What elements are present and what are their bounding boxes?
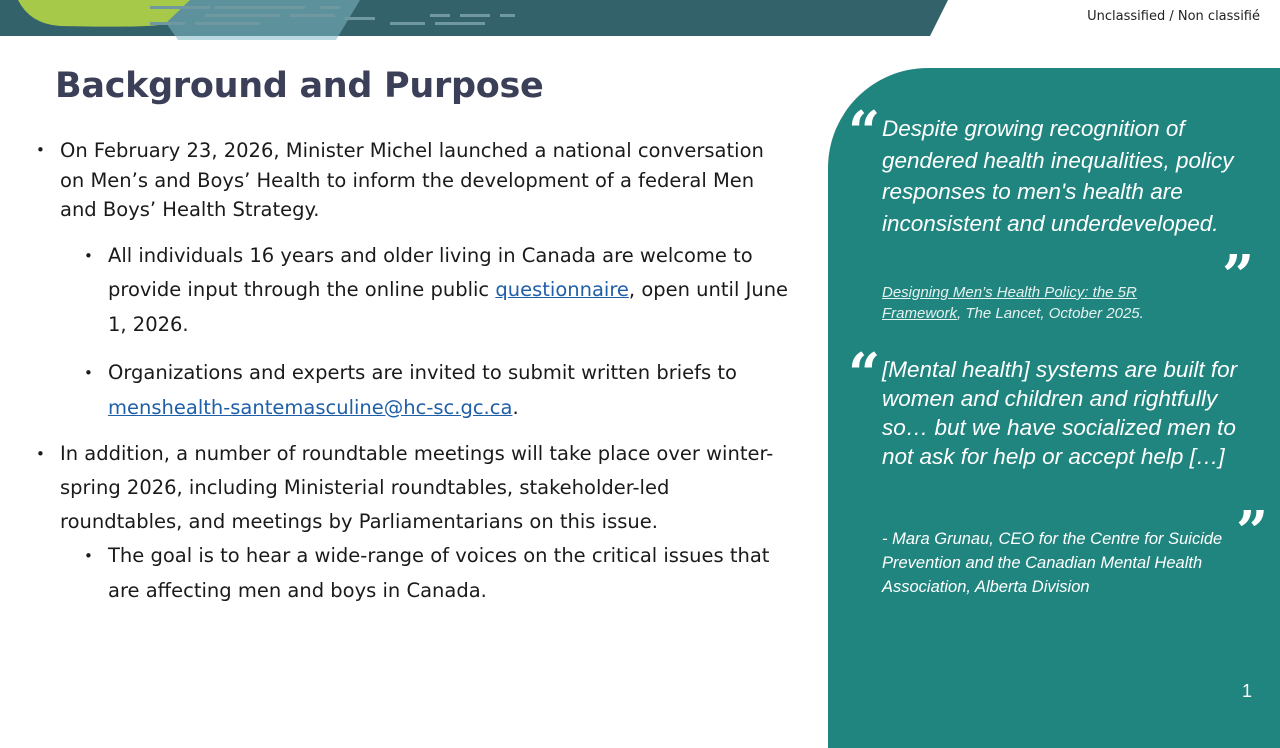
subbullet-briefs-text-end: .: [512, 395, 519, 419]
bullet-dot-icon: •: [84, 246, 93, 265]
bullet-dot-icon: •: [36, 445, 45, 463]
main-content: [30, 136, 790, 608]
bullet-dot-icon: •: [84, 364, 93, 382]
close-quote-icon: ”: [1236, 499, 1269, 565]
bullet-roundtables: [30, 437, 790, 539]
subbullet-goal: [30, 539, 790, 608]
quote1-source-rest: , The Lancet, October 2025.: [957, 305, 1144, 322]
subbullet-questionnaire-text-end: , open until June 1, 2026.: [108, 278, 789, 336]
bullet-launch: [30, 136, 790, 225]
quote1-text: Despite growing recognition of gendered health inequalities, policy responses to men's health are inconsistent and underdeveloped.: [882, 116, 1234, 236]
subbullet-questionnaire-text-start: All individuals 16 years and older living in Canada are welcome to provide input through the online public: [108, 243, 753, 301]
slide-title: Background and Purpose: [55, 66, 544, 106]
bullet-dot-icon: •: [84, 547, 93, 565]
quote2-text: [Mental health] systems are built for women and children and rightfully so… but we have socialized men to not ask for help or accept help […]: [882, 357, 1238, 469]
quote2-attribution: - Mara Grunau, CEO for the Centre for Suicide Prevention and the Canadian Mental Health Association, Alberta Division: [882, 530, 1223, 596]
open-quote-icon: “: [848, 99, 881, 165]
bullet-roundtables-text: In addition, a number of roundtable meetings will take place over winter-spring 2026, including Ministerial roundtables, stakeholder-led roundtables, and meetings by Parliamentarians on this issue.: [60, 442, 774, 533]
subbullet-questionnaire: [30, 239, 790, 343]
email-link[interactable]: menshealth-santemasculine@hc-sc.gc.ca: [108, 395, 513, 419]
open-quote-icon: “: [848, 341, 881, 407]
page-number: 1: [1241, 681, 1252, 701]
close-quote-icon: ”: [1222, 243, 1255, 309]
bullet-dot-icon: •: [36, 141, 45, 159]
subbullet-briefs-text-start: Organizations and experts are invited to submit written briefs to: [108, 361, 737, 384]
subbullet-briefs: [30, 356, 790, 425]
questionnaire-link[interactable]: questionnaire: [495, 278, 629, 301]
lancet-article-link[interactable]: Designing Men’s Health Policy: the 5R Framework: [882, 284, 1137, 322]
subbullet-goal-text: The goal is to hear a wide-range of voices on the critical issues that are affecting men and boys in Canada.: [108, 544, 770, 602]
classification-label: Unclassified / Non classifié: [1087, 9, 1260, 24]
quote1-source: [882, 282, 1182, 324]
bullet-launch-text: On February 23, 2026, Minister Michel launched a national conversation on Men’s and Boys’ Health to inform the development of a federal Men and Boys’ Health Strategy.: [60, 139, 764, 221]
